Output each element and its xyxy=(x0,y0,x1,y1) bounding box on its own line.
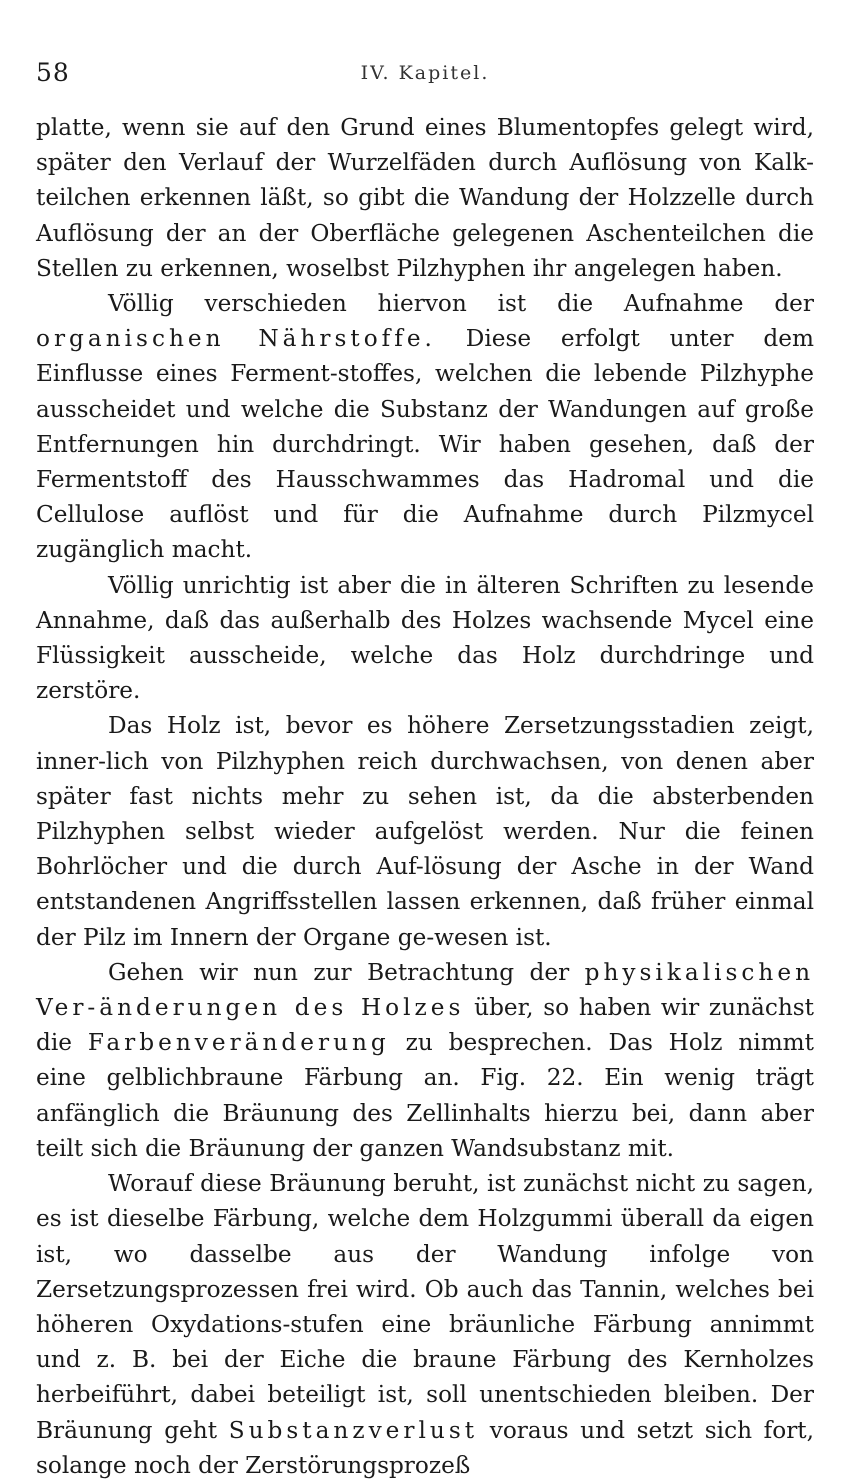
paragraph-text: Worauf diese Bräunung beruht, ist zunächst nicht zu sagen, es ist dieselbe Färbung, welche dem Holzgummi überall da eigen ist, wo dasselbe aus der Wandung infolge von Zersetzungsprozessen frei wird. Ob auch das Tannin, welches bei höheren Oxydations-stufen eine bräunliche Färbung annimmt und z. B. bei der Eiche die braune Färbung des Kernholzes herbeiführt, dabei beteiligt ist, soll unentschieden bleiben. Der Bräunung geht xyxy=(36,1170,814,1444)
paragraph-text: platte, wenn sie auf den Grund eines Blumentopfes gelegt wird, später den Verlauf der Wurzelfäden durch Auflösung von Kalk-teilchen erkennen läßt, so gibt die Wandung der Holzzelle durch Auflösung der an der Oberfläche gelegenen Aschenteilchen die Stellen zu erkennen, woselbst Pilzhyphen ihr angelegen haben. xyxy=(36,114,814,282)
paragraph xyxy=(36,110,814,286)
body-text xyxy=(36,110,814,1483)
paragraph xyxy=(36,286,814,568)
paragraph-text: Völlig verschieden hiervon ist die Aufnahme der xyxy=(108,290,814,318)
page-header xyxy=(36,58,814,94)
spaced-emphasis-text: Substanzverlust xyxy=(228,1416,479,1444)
paragraph-text: Völlig unrichtig ist aber die in älteren Schriften zu lesende Annahme, daß das außerhalb des Holzes wachsende Mycel eine Flüssigkeit ausscheide, welche das Holz durchdringe und zerstöre. xyxy=(36,571,814,705)
paragraph-text: zu besprechen. Das Holz nimmt eine gelblichbraune Färbung an. Fig. 22. Ein wenig trägt anfänglich die Bräunung des Zellinhalts hierzu bei, dann aber teilt sich die Bräunung der ganzen Wandsubstanz mit. xyxy=(36,1029,814,1162)
paragraph xyxy=(36,708,814,954)
paragraph-text: voraus und setzt sich fort, solange noch der Zerstörungsprozeß xyxy=(36,1416,814,1479)
spaced-emphasis-text: organischen Nährstoffe. xyxy=(36,325,436,353)
paragraph xyxy=(36,955,814,1166)
running-head: IV. Kapitel. xyxy=(360,62,490,84)
paragraph-text: Das Holz ist, bevor es höhere Zersetzungsstadien zeigt, inner-lich von Pilzhyphen reich durchwachsen, von denen aber später fast nichts mehr zu sehen ist, da die absterbenden Pilzhyphen selbst wieder aufgelöst werden. Nur die feinen Bohrlöcher und die durch Auf-lösung der Asche in der Wand entstandenen Angriffsstellen lassen erkennen, daß früher einmal der Pilz im Innern der Organe ge-wesen ist. xyxy=(36,712,814,951)
paragraph xyxy=(36,568,814,709)
paragraph xyxy=(36,1166,814,1483)
paragraph-text: über, so haben wir zunächst die xyxy=(36,994,814,1057)
spaced-emphasis-text: Farbenveränderung xyxy=(87,1029,390,1057)
page-number: 58 xyxy=(36,58,70,87)
spaced-emphasis-text: physikalischen Ver-änderungen des Holzes xyxy=(36,958,814,1022)
paragraph-text: Gehen wir nun zur Betrachtung der xyxy=(108,958,585,986)
paragraph-text: Diese erfolgt unter dem Einflusse eines Ferment-stoffes, welchen die lebende Pilzhyphe ausscheidet und welche die Substanz der Wandungen auf große Entfernungen hin durchdringt. Wir haben gesehen, daß der Fermentstoff des Hausschwammes das Hadromal und die Cellulose auflöst und für die Aufnahme durch Pilzmycel zugänglich macht. xyxy=(36,325,814,564)
